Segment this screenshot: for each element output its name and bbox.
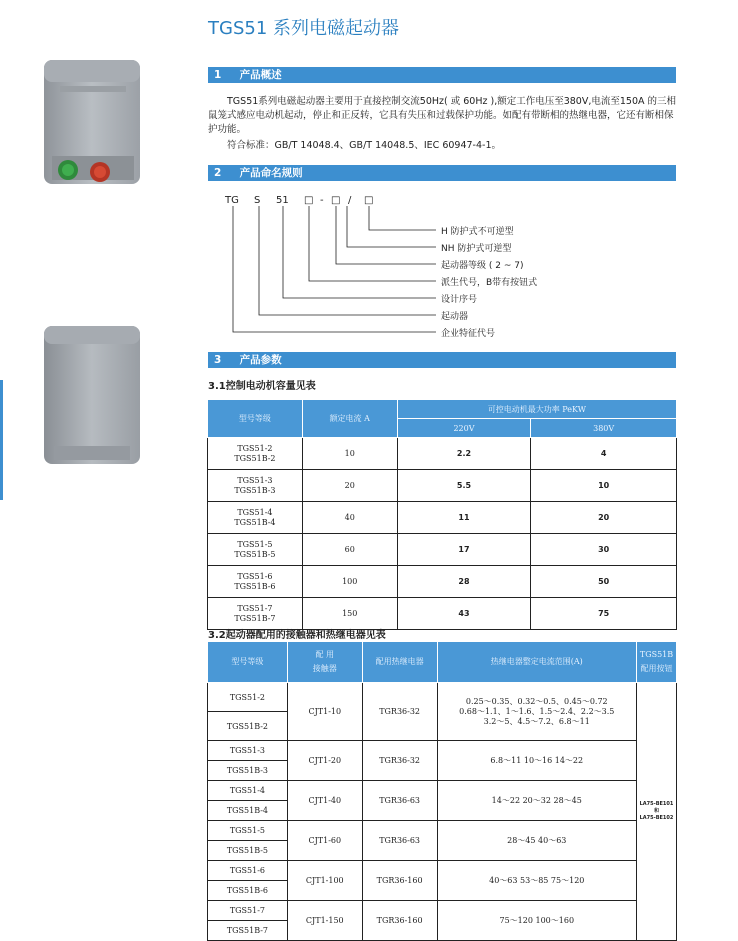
header-range: 热继电器整定电流范围(A) <box>437 642 636 683</box>
contactor-cell: CJT1-40 <box>287 781 362 821</box>
contactor-cell: CJT1-150 <box>287 901 362 941</box>
section-overview-bar <box>208 67 676 83</box>
table-row <box>208 534 677 566</box>
model-name: TGS51-7 <box>237 603 273 613</box>
range-cell <box>437 901 636 941</box>
naming-label-design: 设计序号 <box>441 295 478 305</box>
naming-code-starter: S <box>254 195 261 206</box>
section-number: 1 <box>214 69 222 81</box>
power-380-cell: 50 <box>531 566 677 598</box>
naming-label-grade: 起动器等级 ( 2 ~ 7) <box>441 261 524 271</box>
table-row <box>208 821 677 841</box>
header-220v: 220V <box>397 419 531 438</box>
current-cell: 40 <box>302 502 397 534</box>
model-cell-b: TGS51B-3 <box>208 761 288 781</box>
power-380-cell: 30 <box>531 534 677 566</box>
naming-code-derivative: □ <box>304 195 314 206</box>
motor-capacity-table <box>207 399 677 630</box>
model-cell: TGS51-5 <box>208 821 288 841</box>
table-row <box>208 502 677 534</box>
range-line: 40～63 53～85 75～120 <box>489 875 585 885</box>
model-cell: TGS51-7 <box>208 901 288 921</box>
starter-product-image-1 <box>38 56 146 188</box>
table-row <box>208 741 677 761</box>
table-row <box>208 470 677 502</box>
power-380-cell: 4 <box>531 438 677 470</box>
table-row <box>208 683 677 712</box>
range-cell <box>437 741 636 781</box>
section-naming-bar <box>208 165 676 181</box>
table-row <box>208 566 677 598</box>
standards-paragraph: 符合标准：GB/T 14048.4、GB/T 14048.5、IEC 60947-4-1。 <box>227 140 501 151</box>
contactor-cell: CJT1-10 <box>287 683 362 741</box>
header-button <box>636 642 676 683</box>
range-line: 3.2～5、4.5～7.2、6.8～11 <box>483 716 590 726</box>
current-cell: 150 <box>302 598 397 630</box>
starter-product-image-2 <box>40 322 144 468</box>
section-params-bar <box>208 352 676 368</box>
naming-code-dash: - <box>320 195 324 206</box>
button-model: LA75-BE101 <box>639 801 674 807</box>
header-power: 可控电动机最大功率 PeKW <box>397 400 676 419</box>
table-row <box>208 438 677 470</box>
power-380-cell: 10 <box>531 470 677 502</box>
range-line: 6.8～11 10～16 14～22 <box>490 755 584 765</box>
model-cell <box>208 438 303 470</box>
header-button-line2: 配用按钮 <box>640 664 673 673</box>
naming-label-nh: NH 防护式可逆型 <box>441 244 512 254</box>
model-name: TGS51-4 <box>237 507 273 517</box>
relay-cell: TGR36-32 <box>362 683 437 741</box>
table1-subtitle: 3.1控制电动机容量见表 <box>208 381 316 392</box>
range-line: 75～120 100～160 <box>499 915 575 925</box>
naming-label-company: 企业特征代号 <box>441 329 496 339</box>
range-line: 14～22 20～32 28～45 <box>491 795 582 805</box>
range-line: 28～45 40～63 <box>507 835 567 845</box>
power-220-cell: 43 <box>397 598 531 630</box>
model-name-b: TGS51B-6 <box>234 581 276 591</box>
power-380-cell: 20 <box>531 502 677 534</box>
current-cell: 20 <box>302 470 397 502</box>
header-button-line1: TGS51B <box>639 650 674 659</box>
model-cell-b: TGS51B-2 <box>208 712 288 741</box>
page-title: TGS51 系列电磁起动器 <box>208 18 399 39</box>
overview-paragraph: TGS51系列电磁起动器主要用于直接控制交流50Hz( 或 60Hz ),额定工作电压至380V,电流至150A 的三相鼠笼式感应电动机起动，停止和正反转，它具有失压和过载保护功能。如配有带断相的热继电器，它还有断相保护功能。 <box>208 96 677 135</box>
contactor-cell: CJT1-60 <box>287 821 362 861</box>
power-220-cell: 17 <box>397 534 531 566</box>
naming-diagram <box>208 190 678 350</box>
range-line: 0.68～1.1、1～1.6、1.5～2.4、2.2～3.5 <box>459 706 615 716</box>
power-220-cell: 11 <box>397 502 531 534</box>
section-label: 产品概述 <box>239 69 282 81</box>
range-line: 0.25～0.35、0.32～0.5、0.45～0.72 <box>465 696 608 706</box>
contactor-cell: CJT1-100 <box>287 861 362 901</box>
table-row <box>208 598 677 630</box>
model-name-b: TGS51B-3 <box>234 485 276 495</box>
current-cell: 100 <box>302 566 397 598</box>
header-model: 型号等级 <box>208 642 288 683</box>
model-cell <box>208 470 303 502</box>
naming-code-grade: □ <box>331 195 341 206</box>
naming-code-type: □ <box>364 195 374 206</box>
power-220-cell: 28 <box>397 566 531 598</box>
contactor-cell: CJT1-20 <box>287 741 362 781</box>
header-contactor <box>287 642 362 683</box>
header-380v: 380V <box>531 419 677 438</box>
model-cell-b: TGS51B-7 <box>208 921 288 941</box>
table-row <box>208 861 677 881</box>
range-cell <box>437 683 636 741</box>
table-row <box>208 781 677 801</box>
table-row <box>208 901 677 921</box>
naming-code-slash: / <box>348 195 352 206</box>
model-name: TGS51-3 <box>237 475 273 485</box>
current-cell: 60 <box>302 534 397 566</box>
relay-cell: TGR36-160 <box>362 861 437 901</box>
current-cell: 10 <box>302 438 397 470</box>
button-and: 和 <box>653 808 659 814</box>
model-name: TGS51-2 <box>237 443 273 453</box>
section-number: 2 <box>214 167 222 179</box>
button-cell <box>636 683 676 941</box>
model-cell <box>208 502 303 534</box>
relay-cell: TGR36-63 <box>362 821 437 861</box>
model-cell-b: TGS51B-6 <box>208 881 288 901</box>
model-cell: TGS51-3 <box>208 741 288 761</box>
model-cell: TGS51-2 <box>208 683 288 712</box>
header-contactor-line2: 接触器 <box>312 664 337 673</box>
range-cell <box>437 861 636 901</box>
model-name-b: TGS51B-4 <box>234 517 276 527</box>
relay-cell: TGR36-160 <box>362 901 437 941</box>
model-cell <box>208 566 303 598</box>
model-name-b: TGS51B-7 <box>234 613 276 623</box>
section-number: 3 <box>214 354 222 366</box>
header-current: 额定电流 A <box>302 400 397 438</box>
naming-label-starter: 起动器 <box>441 312 469 322</box>
contactor-relay-table <box>207 641 677 941</box>
model-name: TGS51-5 <box>237 539 273 549</box>
model-cell: TGS51-4 <box>208 781 288 801</box>
naming-code-company: TG <box>225 195 239 206</box>
left-accent-bar <box>0 380 3 500</box>
range-cell <box>437 781 636 821</box>
power-380-cell: 75 <box>531 598 677 630</box>
model-cell-b: TGS51B-5 <box>208 841 288 861</box>
button-model: LA75-BE102 <box>639 815 674 821</box>
model-cell <box>208 534 303 566</box>
section-label: 产品命名规则 <box>239 167 303 179</box>
naming-code-design: 51 <box>276 195 289 206</box>
naming-label-h: H 防护式不可逆型 <box>441 227 514 237</box>
model-cell <box>208 598 303 630</box>
range-cell <box>437 821 636 861</box>
relay-cell: TGR36-32 <box>362 741 437 781</box>
power-220-cell: 2.2 <box>397 438 531 470</box>
header-relay: 配用热继电器 <box>362 642 437 683</box>
relay-cell: TGR36-63 <box>362 781 437 821</box>
naming-label-derivative: 派生代号，B带有按钮式 <box>441 278 538 288</box>
model-name: TGS51-6 <box>237 571 273 581</box>
section-label: 产品参数 <box>239 354 282 366</box>
header-contactor-line1: 配 用 <box>315 650 335 659</box>
power-220-cell: 5.5 <box>397 470 531 502</box>
model-cell-b: TGS51B-4 <box>208 801 288 821</box>
model-name-b: TGS51B-5 <box>234 549 276 559</box>
model-name-b: TGS51B-2 <box>234 453 276 463</box>
header-model: 型号等级 <box>208 400 303 438</box>
table2-subtitle: 3.2起动器配用的接触器和热继电器见表 <box>208 630 386 641</box>
model-cell: TGS51-6 <box>208 861 288 881</box>
